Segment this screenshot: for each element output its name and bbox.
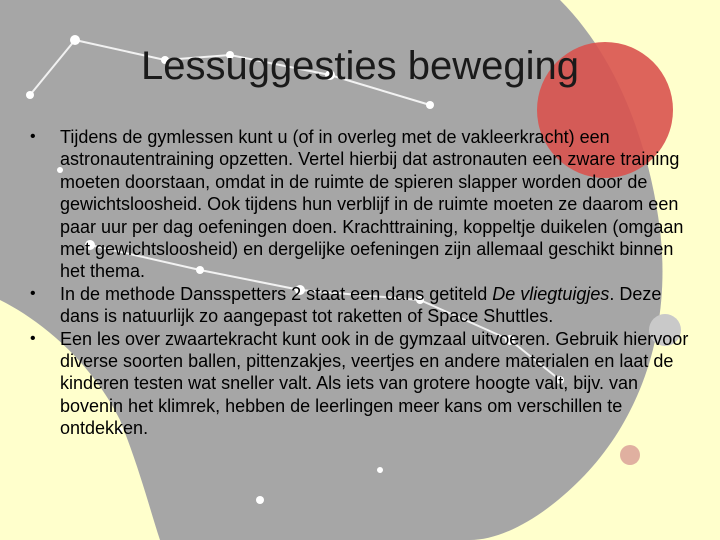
bullet-text-before: In de methode Dansspetters 2 staat een dans getiteld — [60, 283, 493, 304]
bullet-list — [30, 126, 702, 440]
bullet-text: Tijdens de gymlessen kunt u (of in overleg met de vakleerkracht) een astronautentraining opzetten. Vertel hierbij dat astronauten een zware training moeten doorstaan, omdat in de ruimte de spieren slapper worden door de gewichtsloosheid. Ook tijdens hun verblijf in de ruimte moeten ze daarom een paar uur per dag oefeningen doen. Krachttraining, koppeltje duikelen (omgaan met gewichtsloosheid) en dergelijke oefeningen zijn allemaal geschikt binnen het thema. — [60, 127, 684, 282]
bullet-icon: • — [30, 284, 36, 302]
bullet-icon: • — [30, 329, 36, 347]
bullet-item-gravity — [30, 328, 702, 440]
bullet-text — [60, 283, 702, 328]
bullet-icon: • — [30, 128, 36, 145]
small-planet-icon — [620, 445, 640, 465]
slide-title: Lessuggesties beweging — [140, 44, 580, 88]
bullet-item-gym — [30, 126, 702, 283]
dance-title: De vliegtuigjes — [492, 283, 610, 304]
bullet-item-dance — [30, 283, 702, 328]
bullet-text-after: . Deze dans is natuurlijk zo aangepast tot raketten of Space Shuttles. — [60, 283, 662, 327]
bullet-text: Een les over zwaartekracht kunt ook in de gymzaal uitvoeren. Gebruik hiervoor diverse soorten ballen, pittenzakjes, veertjes en andere materialen en laat de kinderen testen wat sneller valt. Als iets van grotere hoogte valt, bijv. van bovenin het klimrek, hebben de leerlingen meer kans om verschillen te ontdekken. — [60, 328, 689, 439]
